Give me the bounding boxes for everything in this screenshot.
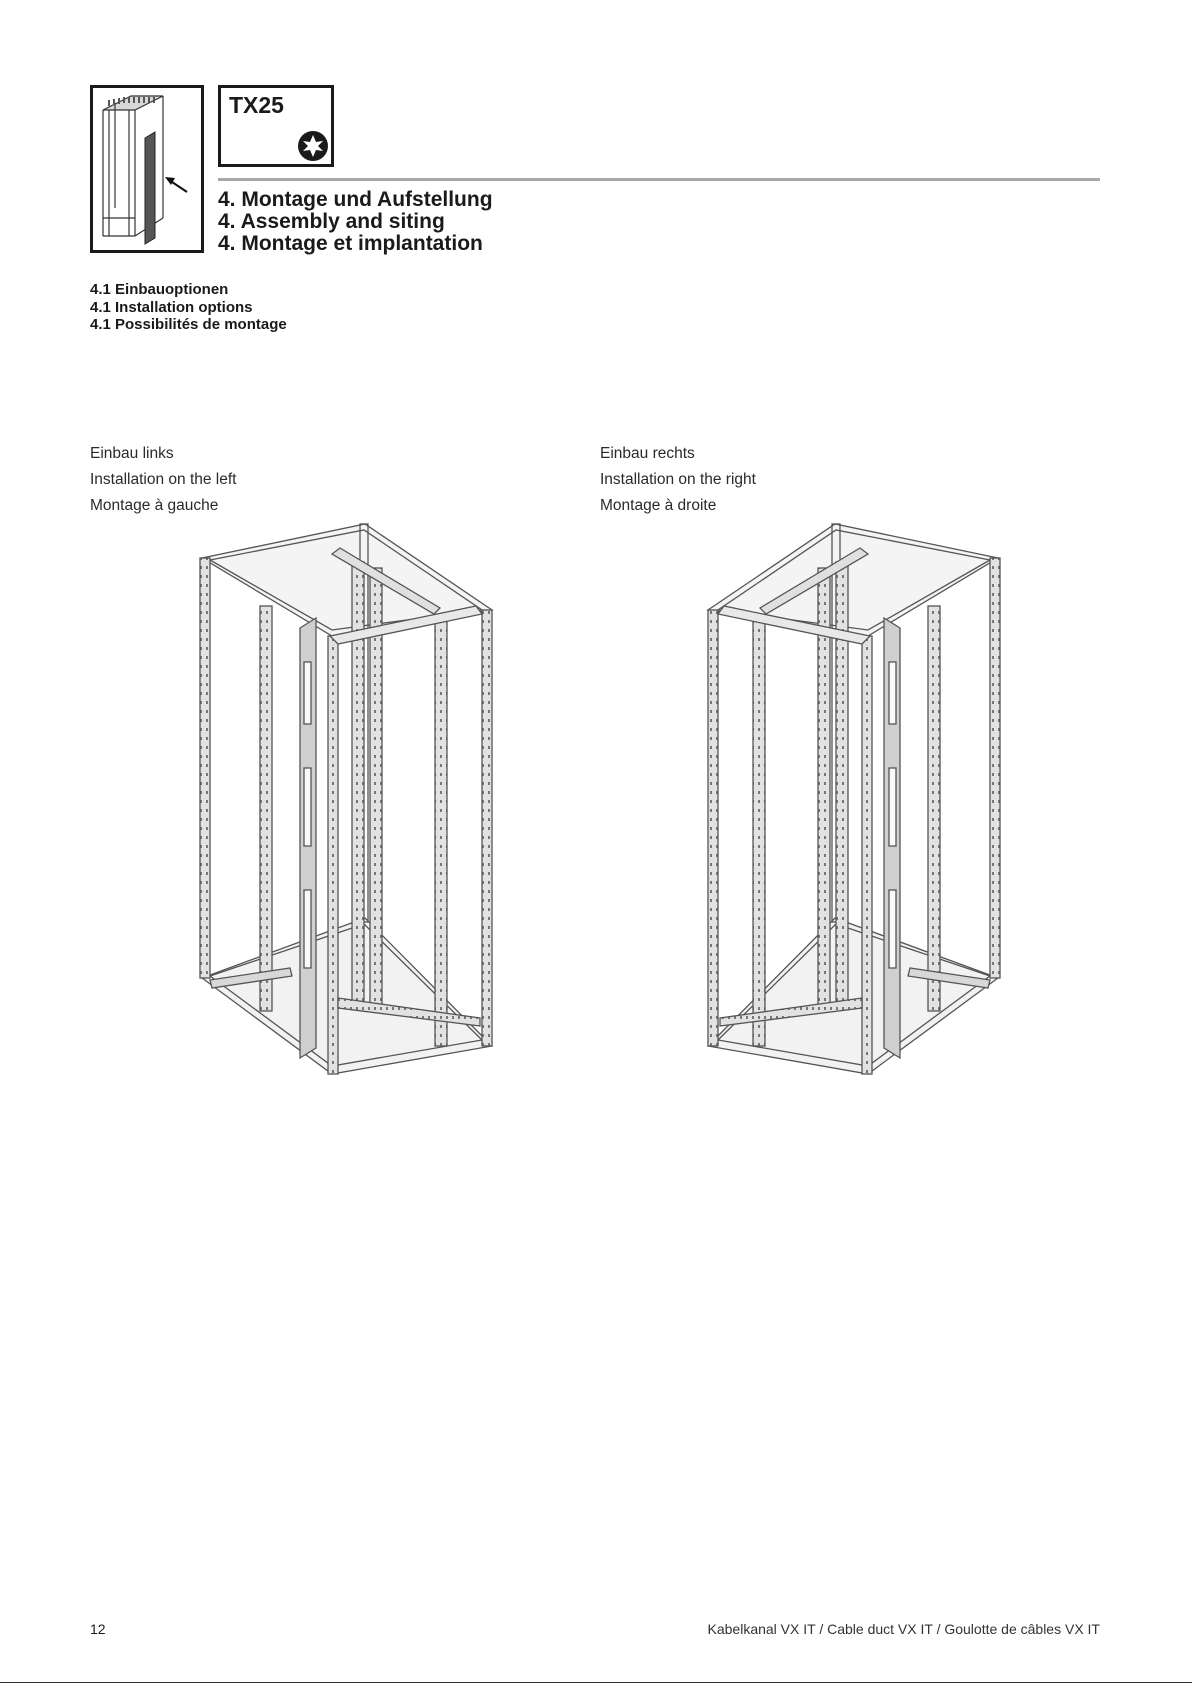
section-title-de: 4. Montage und Aufstellung [218, 188, 493, 211]
torx-screwdriver-icon [297, 130, 329, 162]
caption-right-en: Installation on the right [600, 471, 756, 488]
subsection-title-fr: 4.1 Possibilités de montage [90, 316, 287, 333]
rack-illustration-left [180, 518, 510, 1083]
section-title [218, 189, 493, 255]
section-title-en: 4. Assembly and siting [218, 210, 445, 233]
caption-left-fr: Montage à gauche [90, 497, 219, 514]
footer-document-title: Kabelkanal VX IT / Cable duct VX IT / Goulotte de câbles VX IT [707, 1621, 1100, 1637]
subsection-title [90, 281, 287, 334]
subsection-title-en: 4.1 Installation options [90, 298, 253, 316]
left-figure-caption [90, 441, 237, 519]
caption-right-fr: Montage à droite [600, 497, 717, 514]
bottom-edge-line [0, 1682, 1192, 1683]
section-title-fr: 4. Montage et implantation [218, 232, 483, 255]
caption-right-de: Einbau rechts [600, 445, 695, 462]
header-rule [218, 178, 1100, 181]
caption-left-en: Installation on the left [90, 471, 237, 488]
caption-left-de: Einbau links [90, 445, 174, 462]
rack-thumbnail-icon [90, 85, 204, 253]
rack-illustration-right [690, 518, 1020, 1083]
page-number: 12 [90, 1621, 106, 1637]
right-figure-caption [600, 441, 756, 519]
tool-info-box [218, 85, 334, 167]
tool-label: TX25 [229, 92, 284, 118]
subsection-title-de: 4.1 Einbauoptionen [90, 281, 229, 298]
